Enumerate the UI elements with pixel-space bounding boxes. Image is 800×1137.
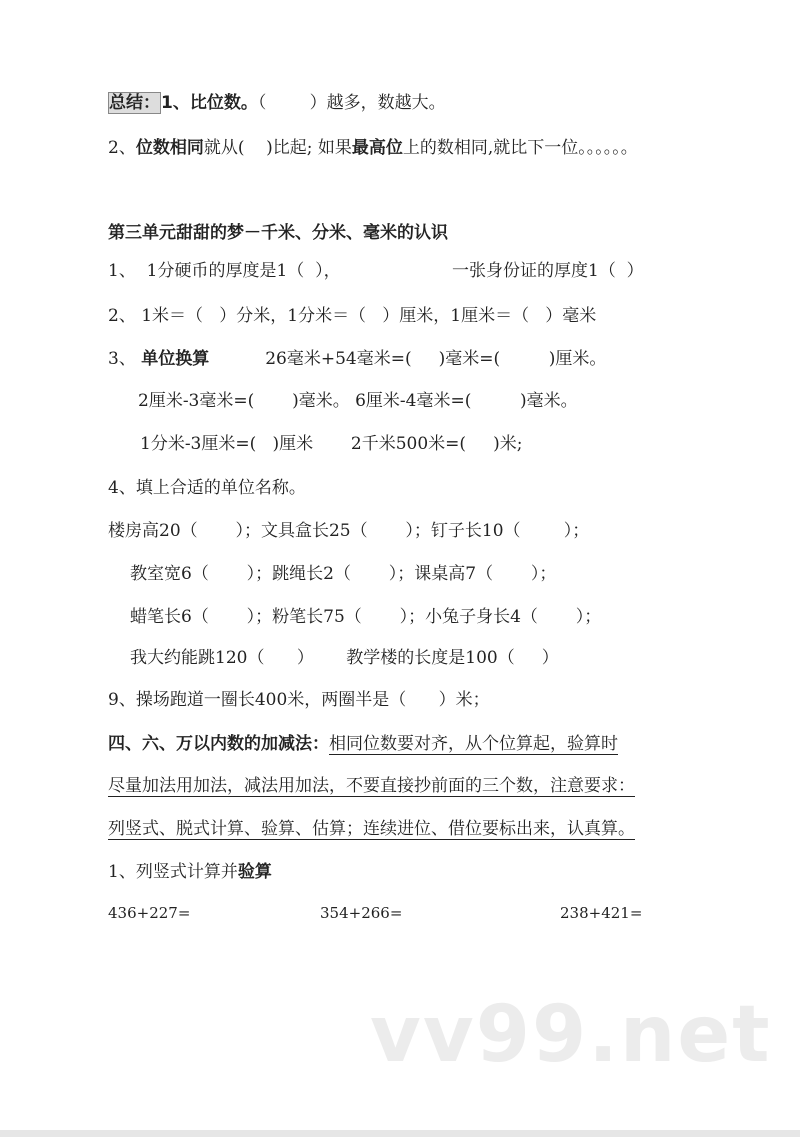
t: 2、: [108, 138, 136, 158]
q3c: 1分米-3厘米=( )厘米 2千米500米=( )米;: [140, 434, 523, 454]
t: 上的数相同,就比下一位。。。。。。: [402, 138, 638, 158]
t: 就从( )比起; 如果: [203, 138, 352, 158]
summary-bold: 1、比位数。: [161, 93, 258, 113]
q2: 2、 1米＝（ ）分米，1分米＝（ ）厘米，1厘米＝（ ）毫米: [108, 306, 597, 326]
q1b: 一张身份证的厚度1（ ）: [452, 261, 644, 281]
watermark: vv99.net: [370, 990, 772, 1080]
t: 3、: [108, 349, 136, 369]
t: 位数相同: [135, 138, 204, 158]
q3: [108, 348, 606, 370]
q4-row3: 蜡笔长6（ ）；粉笔长75（ ）；小兔子身长4（ ）；: [130, 607, 602, 627]
t: 相同位数要对齐，从个位算起，验算时: [329, 734, 618, 754]
summary-line-1: [108, 92, 446, 114]
summary-label: 总结：: [109, 93, 160, 113]
q3b: 2厘米-3毫米=( )毫米。 6厘米-4毫米=( )毫米。: [138, 391, 578, 411]
unit4-q1: [108, 861, 272, 883]
unit3-title: [108, 222, 448, 244]
q9: 9、操场跑道一圈长400米，两圈半是（ ）米；: [108, 690, 490, 710]
q4-row1: 楼房高20（ ）；文具盒长25（ ）；钉子长10（ ）；: [108, 521, 590, 541]
unit4-line-1: [108, 733, 618, 755]
heading: 四、六、万以内数的加减法：: [108, 734, 329, 754]
t: 最高位: [351, 138, 403, 158]
problem-1: 436+227=: [108, 904, 191, 922]
q4-row4: 我大约能跳120（ ） 教学楼的长度是100（ ）: [130, 648, 559, 668]
t: 26毫米+54毫米=( )毫米=( )厘米。: [265, 349, 607, 369]
unit4-line-3: 列竖式、脱式计算、验算、估算；连续进位、借位要标出来，认真算。: [108, 819, 635, 839]
q4: 4、填上合适的单位名称。: [108, 478, 306, 498]
t: 验算: [237, 862, 272, 882]
t: 单位换算: [141, 349, 210, 369]
problem-2: 354+266=: [320, 904, 403, 922]
problem-3: 238+421=: [560, 904, 643, 922]
q1a: 1、 1分硬币的厚度是1（ ），: [108, 261, 341, 281]
summary-text: （ ）越多，数越大。: [257, 93, 446, 113]
page-edge: [0, 1130, 800, 1137]
heading: 第三单元甜甜的梦－千米、分米、毫米的认识: [108, 223, 448, 243]
t: 1、列竖式计算并: [108, 862, 238, 882]
q4-row2: 教室宽6（ ）；跳绳长2（ ）；课桌高7（ ）；: [130, 564, 557, 584]
unit4-line-2: 尽量加法用加法，减法用加法，不要直接抄前面的三个数，注意要求：: [108, 776, 635, 796]
summary-line-2: [108, 137, 638, 159]
